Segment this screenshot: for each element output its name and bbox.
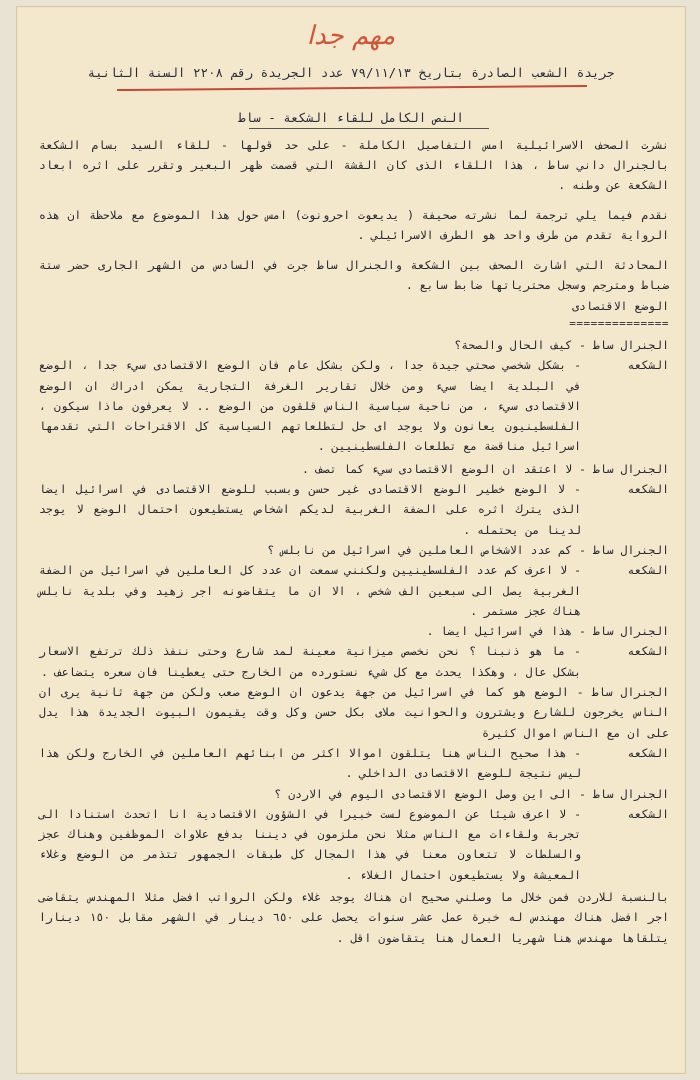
red-underline (117, 85, 587, 91)
dialogue-line: الجنرال ساط - هذا في اسرائيل ايضا . (426, 624, 669, 639)
speaker-label: الشكعه (627, 745, 669, 760)
speaker-label: الشكعه (627, 806, 669, 821)
dialogue-line: الجنرال ساط - كم عدد الاشخاص العاملين في اسرائيل من نابلس ؟ (267, 542, 669, 557)
speaker-label: الشكعه (627, 563, 669, 578)
dialogue-line: بالنسبة للاردن فمن خلال ما وصلني صحيح ان هناك يوجد غلاء ولكن الرواتب افضل مثلا المهندس يتقاضى اجر افضل هناك مهندس له خبرة عمل عشر سنوات يحصل على ٦٥٠ دينار في الشهر مقابل ١٥٠ دينارا يتلقاها مهندس هنا شهريا العمال هنا يتقاضون اقل . (39, 890, 669, 945)
dialogue (39, 335, 669, 948)
document-title: النص الكامل للقاء الشكعة - ساط (238, 110, 464, 125)
section-heading: الوضع الاقتصادى (572, 299, 669, 313)
publication-line: جريدة الشعب الصادرة بتاريخ ٧٩/١١/١٣ عدد الجريدة رقم ٢٢٠٨ السنة الثانية (87, 65, 615, 80)
speaker-label: الشكعه (627, 644, 669, 659)
dialogue-line (39, 641, 669, 682)
paragraph-1: نشرت الصحف الاسرائيلية امس التفاصيل الكاملة - على حد قولها - للقاء السيد بسام الشكعة بالجنرال داني ساط ، هذا اللقاء الذى كان القشة التي قصمت ظهر البعير وتقرر على اثره ابعاد الشكعة عن وطنه . (39, 138, 669, 192)
paragraph-3: المحادثة التي اشارت الصحف بين الشكعة والجنرال ساط جرت في السادس من الشهر الجارى حضر ستة ضباط ومترجم وسجل محترياتها ضابط سابع . (39, 258, 669, 292)
dialogue-line: الجنرال ساط - كيف الحال والصحة؟ (454, 338, 669, 352)
handwritten-note: مهم جدا (306, 21, 396, 51)
dialogue-line (39, 743, 669, 784)
speech-text: - لا اعرف كم عدد الفلسطينيين ولكنني سمعت ان عدد كل العاملين في اسرائيل من الضفة الغربية يصل الى سبعين الف شخص ، الا ان ما يتقاضونه اجر زهيد وفي بلدية نابلس هناك عجز مستمر . (39, 563, 581, 618)
dialogue-line: الجنرال ساط - الى اين وصل الوضع الاقتصادى اليوم في الاردن ؟ (274, 786, 669, 801)
speaker-label: الشكعه (627, 358, 669, 373)
speech-text: - ما هو ذنبنا ؟ نحن نخصص ميزانية معينة لمد شارع وحتى ننفذ ذلك ترتفع الاسعار بشكل عال ، وهكذا يحدث مع كل شيء نستورده من الخارج حتى يعطينا فان سعره يتضاعف . (39, 644, 581, 679)
title-underline (249, 128, 489, 129)
document-page (16, 6, 686, 1074)
speech-text: - هذا صحيح الناس هنا يتلقون اموالا اكثر من ابنائهم العاملين في الخارج ولكن هذا ليس نتيجة للوضع الاقتصادى الداخلي . (39, 745, 581, 781)
section-rule: ============== (569, 317, 669, 330)
speech-text: - بشكل شخصي صحتي جيدة جدا ، ولكن بشكل عام فان الوضع الاقتصادى سيء جدا ، الوضع في البلدية ايضا سيء ومن خلال تقارير الغرفة التجارية يمكن ادراك ان الوضع الاقتصادى سيء ، من ناحية سياسية الناس قلقون من الوضع .. لا يعرفون ماذا سيكون ، الفلسطينيون يعانون ولا يوجد اى حل لتطلعاتهم السياسية كل الاقتراحات التي تقدمها اسرائيل مناقضة مع تطلعات الفلسطينيين . (39, 358, 581, 454)
speech-text: - لا الوضع خطير الوضع الاقتصادى غير حسن وبسبب للوضع الاقتصادى في اسرائيل ايضا الذى يترك اثره على الضفة الغربية لديكم اشخاص يستطيعون احتمال الوضع لا يوجد لدينا من يحتمله . (39, 482, 581, 537)
speech-text: - لا اعرف شيئا عن الموضوع لست خبيرا في الشؤون الاقتصادية انا اتحدث استنادا الى تجربة ولقاءات مع الناس مثلا نحن ملزمون في ديننا بدفع علاوات الموظفين وهناك عجز والسلطات لا تتعاون معنا في هذا المجال كل طبقات الجمهور تتذمر من الوضع وغلاء المعيشة ولا يستطيعون احتمال الغلاء . (39, 806, 581, 882)
dialogue-line (39, 479, 669, 540)
dialogue-line: الجنرال ساط - لا اعتقد ان الوضع الاقتصادى سيء كما تصف . (302, 461, 669, 476)
paragraph-2: نقدم فيما يلي ترجمة لما نشرته صحيفة ( يديعوت احرونوت) امس حول هذا الموضوع مع ملاحظة ان هذه الرواية تقدم من طرف واحد هو الطرف الاسرائيلي . (39, 208, 669, 242)
dialogue-line (39, 804, 669, 885)
dialogue-line (39, 355, 669, 456)
dialogue-line (39, 560, 669, 621)
dialogue-line: الجنرال ساط - الوضع هو كما في اسرائيل من جهة يدعون ان الوضع صعب ولكن من جهة ثانية يرى ان الناس يخرجون للشارع ويشترون والحوانيت ملاى بكل حسن وكل وقت يقيمون البيوت الجديدة هذا يدل على ان مع الناس اموال كثيرة (39, 685, 669, 740)
speaker-label: الشكعه (627, 482, 669, 497)
